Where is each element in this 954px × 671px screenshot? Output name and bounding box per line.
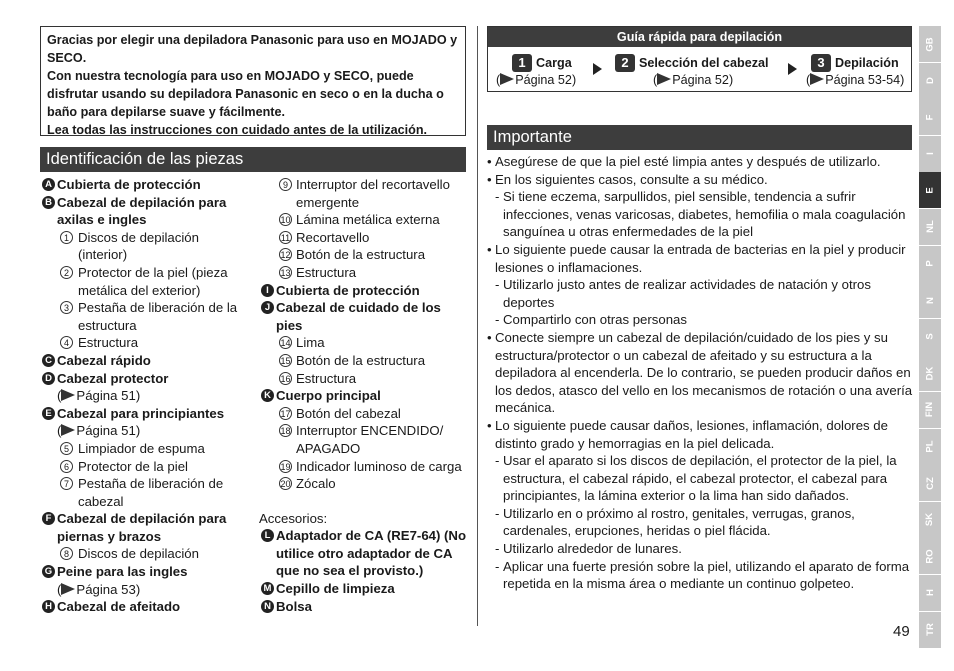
part-number-badge: 5 [60,442,73,455]
language-tab-label: TR [924,623,936,636]
part-item-text: Limpiador de espuma [78,440,205,456]
dash-item: - Compartirlo con otras personas [487,311,915,329]
intro-line: Gracias por elegir una depiladora Panasonic para uso en MOJADO y SECO. [47,33,458,65]
part-item [259,475,469,493]
language-tab-label: FIN [924,402,936,418]
part-number-badge: 4 [60,336,73,349]
language-tab-cz[interactable] [919,465,941,501]
dash-item: - Usar el aparato si los discos de depilación, el protector de la piel, la estructura, el cabezal rápido, el cabezal protector, el cabezal para principiantes, la lámina exterior o la lima han sido dañados. [487,452,915,505]
language-tab-nl[interactable] [919,209,941,245]
parts-list-column-1 [40,176,250,616]
language-tab-pl[interactable] [919,429,941,465]
part-heading-text: Cabezal protector [57,370,169,386]
language-tab-label: SK [924,513,936,527]
quick-guide-step-3: 3 Depilación ( Página 53-54) [806,55,905,87]
important-heading: Importante [487,125,912,150]
part-letter-badge: L [261,529,274,542]
part-heading-text: Cepillo de limpieza [276,581,395,597]
language-tab-f[interactable] [919,99,941,135]
part-item [259,211,469,229]
part-number-badge: 12 [280,250,291,261]
part-item-text: Botón de la estructura [296,247,426,263]
part-item-text: Protector de la piel (pieza metálica del exterior) [78,264,228,298]
part-heading [40,563,250,581]
dash-item: - Utilizarlo en o próximo al rostro, genitales, verrugas, granos, cardenales, erupciones, heridas o piel flácida. [487,505,915,540]
language-tab-label: N [924,296,936,304]
language-tab-e[interactable] [919,172,941,208]
part-letter-badge: E [42,407,55,420]
part-number-badge: 19 [280,461,291,472]
page-number: 49 [893,623,910,640]
part-number-badge: 16 [280,373,291,384]
step-number-badge: 2 [615,54,635,72]
language-tab-sk[interactable] [919,502,941,538]
language-tab-i[interactable] [919,136,941,172]
language-tab-label: I [924,152,936,156]
part-letter-badge: C [42,354,55,367]
page-arrow-icon [810,73,824,85]
part-item [259,458,469,476]
language-tab-n[interactable] [919,282,941,318]
part-number-badge: 3 [60,301,73,314]
part-item [40,545,250,563]
part-heading [40,370,250,388]
quick-guide [487,26,912,92]
language-tab-label: F [924,114,936,121]
language-tab-dk[interactable] [919,355,941,391]
page-arrow-icon [61,583,75,595]
part-letter-badge: H [42,600,55,613]
part-number-badge: 10 [280,215,291,226]
language-tab-p[interactable] [919,246,941,282]
language-tab-label: D [924,77,936,85]
language-tab-label: NL [924,220,936,234]
page-arrow-icon [500,73,514,85]
part-letter-badge: K [261,389,274,402]
part-item-text: Interruptor ENCENDIDO/ APAGADO [296,423,444,456]
step-label: Selección del cabezal [639,56,769,70]
column-divider [477,26,478,626]
part-heading-text: Cabezal rápido [57,352,151,368]
language-tab-tr[interactable] [919,612,941,648]
part-item-text: Estructura [296,370,357,386]
language-tab-label: S [924,333,936,340]
part-item [40,229,250,264]
part-item [259,422,469,457]
accessories-label: Accesorios: [259,510,328,526]
part-item-text: Protector de la piel [78,458,188,474]
part-item [259,405,469,423]
part-heading-text: Cabezal para principiantes [57,405,225,421]
part-item [40,458,250,476]
part-heading [40,194,250,229]
part-letter-badge: J [261,301,274,314]
dash-item: - Utilizarlo justo antes de realizar actividades de natación y otros deportes [487,276,915,311]
language-tab-label: GB [924,36,936,52]
intro-box [40,26,466,136]
part-letter-badge: M [261,582,274,595]
part-item-text: Zócalo [296,476,336,492]
part-heading [40,176,250,194]
page-arrow-icon [61,424,75,436]
quick-guide-step-1: 1 Carga ( Página 52) [496,55,577,87]
step-label: Depilación [835,56,899,70]
language-tab-h[interactable] [919,575,941,611]
language-tab-label: RO [924,549,936,564]
bullet-item: • En los siguientes casos, consulte a su médico. [487,171,915,189]
part-heading [259,299,469,334]
part-item [259,176,469,211]
bullet-item: • Asegúrese de que la piel esté limpia antes y después de utilizarlo. [487,153,915,171]
part-letter-badge: D [42,372,55,385]
part-item-text: Estructura [78,335,139,351]
part-heading-text: Cabezal de depilación para piernas y brazos [57,511,227,544]
part-item [40,475,250,510]
page-arrow-icon [61,389,75,401]
part-heading [40,598,250,616]
bullet-item: • Conecte siempre un cabezal de depilación/cuidado de los pies y su estructura/protector o un cabezal de afeitado y su estructura a la depiladora al encenderla. De lo contrario, se pueden producir daños en los dedos, atasco del vello en los mecanismos de rotación o una avería mecánica. [487,329,915,417]
page-arrow-icon [657,73,671,85]
language-tab-label: P [924,260,936,267]
part-item [40,264,250,299]
part-letter-badge: B [42,196,55,209]
language-tabs [919,26,941,648]
part-number-badge: 14 [280,338,291,349]
part-item-text: Indicador luminoso de carga [296,458,462,474]
step-number-badge: 3 [811,54,831,72]
part-item-text: Botón del cabezal [296,405,401,421]
dash-item: - Aplicar una fuerte presión sobre la piel, utilizando el aparato de forma repetida en la misma área o mediante un continuo golpeteo. [487,558,915,593]
language-tab-label: PL [924,440,936,453]
part-item-text: Estructura [296,264,357,280]
language-tab-d[interactable] [919,63,941,99]
part-heading-text: Cuerpo principal [276,388,381,404]
important-list [487,153,915,593]
part-heading [40,510,250,545]
part-number-badge: 9 [279,178,292,191]
part-number-badge: 11 [280,232,291,243]
part-heading [40,405,250,423]
part-item-text: Interruptor del recortavello emergente [296,177,450,210]
part-letter-badge: I [261,284,274,297]
part-item-text: Discos de depilación (interior) [78,229,199,263]
part-item [259,352,469,370]
step-arrow-icon [788,63,797,75]
part-heading-text: Cabezal de cuidado de los pies [276,300,441,333]
part-heading [40,352,250,370]
part-heading-text: Bolsa [276,598,312,614]
language-tab-label: E [924,187,936,194]
language-tab-label: H [924,589,936,597]
part-number-badge: 20 [280,479,291,490]
part-item-text: Lámina metálica externa [296,212,440,228]
language-tab-gb[interactable] [919,26,941,62]
part-heading-text: Peine para las ingles [57,564,188,580]
part-letter-badge: N [261,600,274,613]
part-number-badge: 7 [60,477,73,490]
part-item-text: Botón de la estructura [296,352,426,368]
language-tab-fin[interactable] [919,392,941,428]
part-item-text: Recortavello [296,229,370,245]
part-heading [259,598,469,616]
step-label: Carga [536,56,572,70]
page-reference: ( Página 53) [57,581,141,597]
language-tab-label: CZ [924,476,936,490]
part-heading [259,580,469,598]
part-letter-badge: G [42,565,55,578]
identification-heading: Identificación de las piezas [40,147,466,172]
step-number-badge: 1 [512,54,532,72]
intro-line: Lea todas las instrucciones con cuidado antes de la utilización. [47,123,428,137]
page-reference-text: Página 53 [76,581,136,597]
dash-item: - Si tiene eczema, sarpullidos, piel sensible, tendencia a sufrir infecciones, venas varicosas, diabetes, hemofilia o mala coagulación sanguínea u otras enfermedades de la piel [487,188,915,241]
part-heading-text: Cubierta de protección [276,282,420,298]
part-heading-text: Cabezal de depilación para axilas e ingles [57,194,227,228]
page-reference: ( Página 51) [57,423,141,439]
bullet-item: • Lo siguiente puede causar daños, lesiones, inflamación, dolores de distinto grado y hemorragias en la piel delicada. [487,417,915,452]
language-tab-ro[interactable] [919,538,941,574]
part-number-badge: 1 [60,231,73,244]
part-item-text: Pestaña de liberación de cabezal [78,476,224,509]
intro-line: Con nuestra tecnología para uso en MOJADO y SECO, puede disfrutar usando su depiladora Panasonic en seco o en la ducha o baño para depilarse suave y fácilmente. [47,69,444,119]
part-heading [259,527,469,580]
part-item [259,370,469,388]
part-letter-badge: F [42,512,55,525]
part-item [259,246,469,264]
part-heading-text: Cabezal de afeitado [57,599,181,615]
part-number-badge: 6 [60,460,73,473]
page-reference-text: Página 51 [76,423,136,439]
part-item [259,334,469,352]
quick-guide-step-2: 2 Selección del cabezal ( Página 52) [615,54,769,88]
part-number-badge: 2 [60,266,73,279]
part-number-badge: 18 [280,426,291,437]
part-item [40,299,250,334]
part-number-badge: 13 [280,267,291,278]
language-tab-s[interactable] [919,319,941,355]
language-tab-label: DK [924,366,936,381]
step-arrow-icon [593,63,602,75]
part-heading [259,387,469,405]
step-page: Página 52 [672,73,729,87]
part-item-text: Pestaña de liberación de la estructura [78,300,238,333]
parts-list-column-2 [259,176,469,615]
part-number-badge: 15 [280,355,291,366]
dash-item: - Utilizarlo alrededor de lunares. [487,540,915,558]
part-item-text: Lima [296,335,325,351]
page-reference: ( Página 51) [57,388,141,404]
quick-guide-title: Guía rápida para depilación [488,27,911,47]
part-letter-badge: A [42,178,55,191]
page-reference-text: Página 51 [76,388,136,404]
part-item [259,264,469,282]
part-item-text: Discos de depilación [78,546,199,562]
part-item [259,229,469,247]
step-page: Página 52 [515,73,572,87]
part-number-badge: 17 [280,408,291,419]
step-page: Página 53-54 [825,73,901,87]
bullet-item: • Lo siguiente puede causar la entrada de bacterias en la piel y producir lesiones o inflamaciones. [487,241,915,276]
part-heading [259,282,469,300]
part-heading-text: Cubierta de protección [57,177,201,192]
part-item [40,440,250,458]
part-number-badge: 8 [60,547,73,560]
part-item [40,334,250,352]
part-heading-text: Adaptador de CA (RE7-64) (No utilice otro adaptador de CA que no sea el provisto.) [276,528,467,579]
